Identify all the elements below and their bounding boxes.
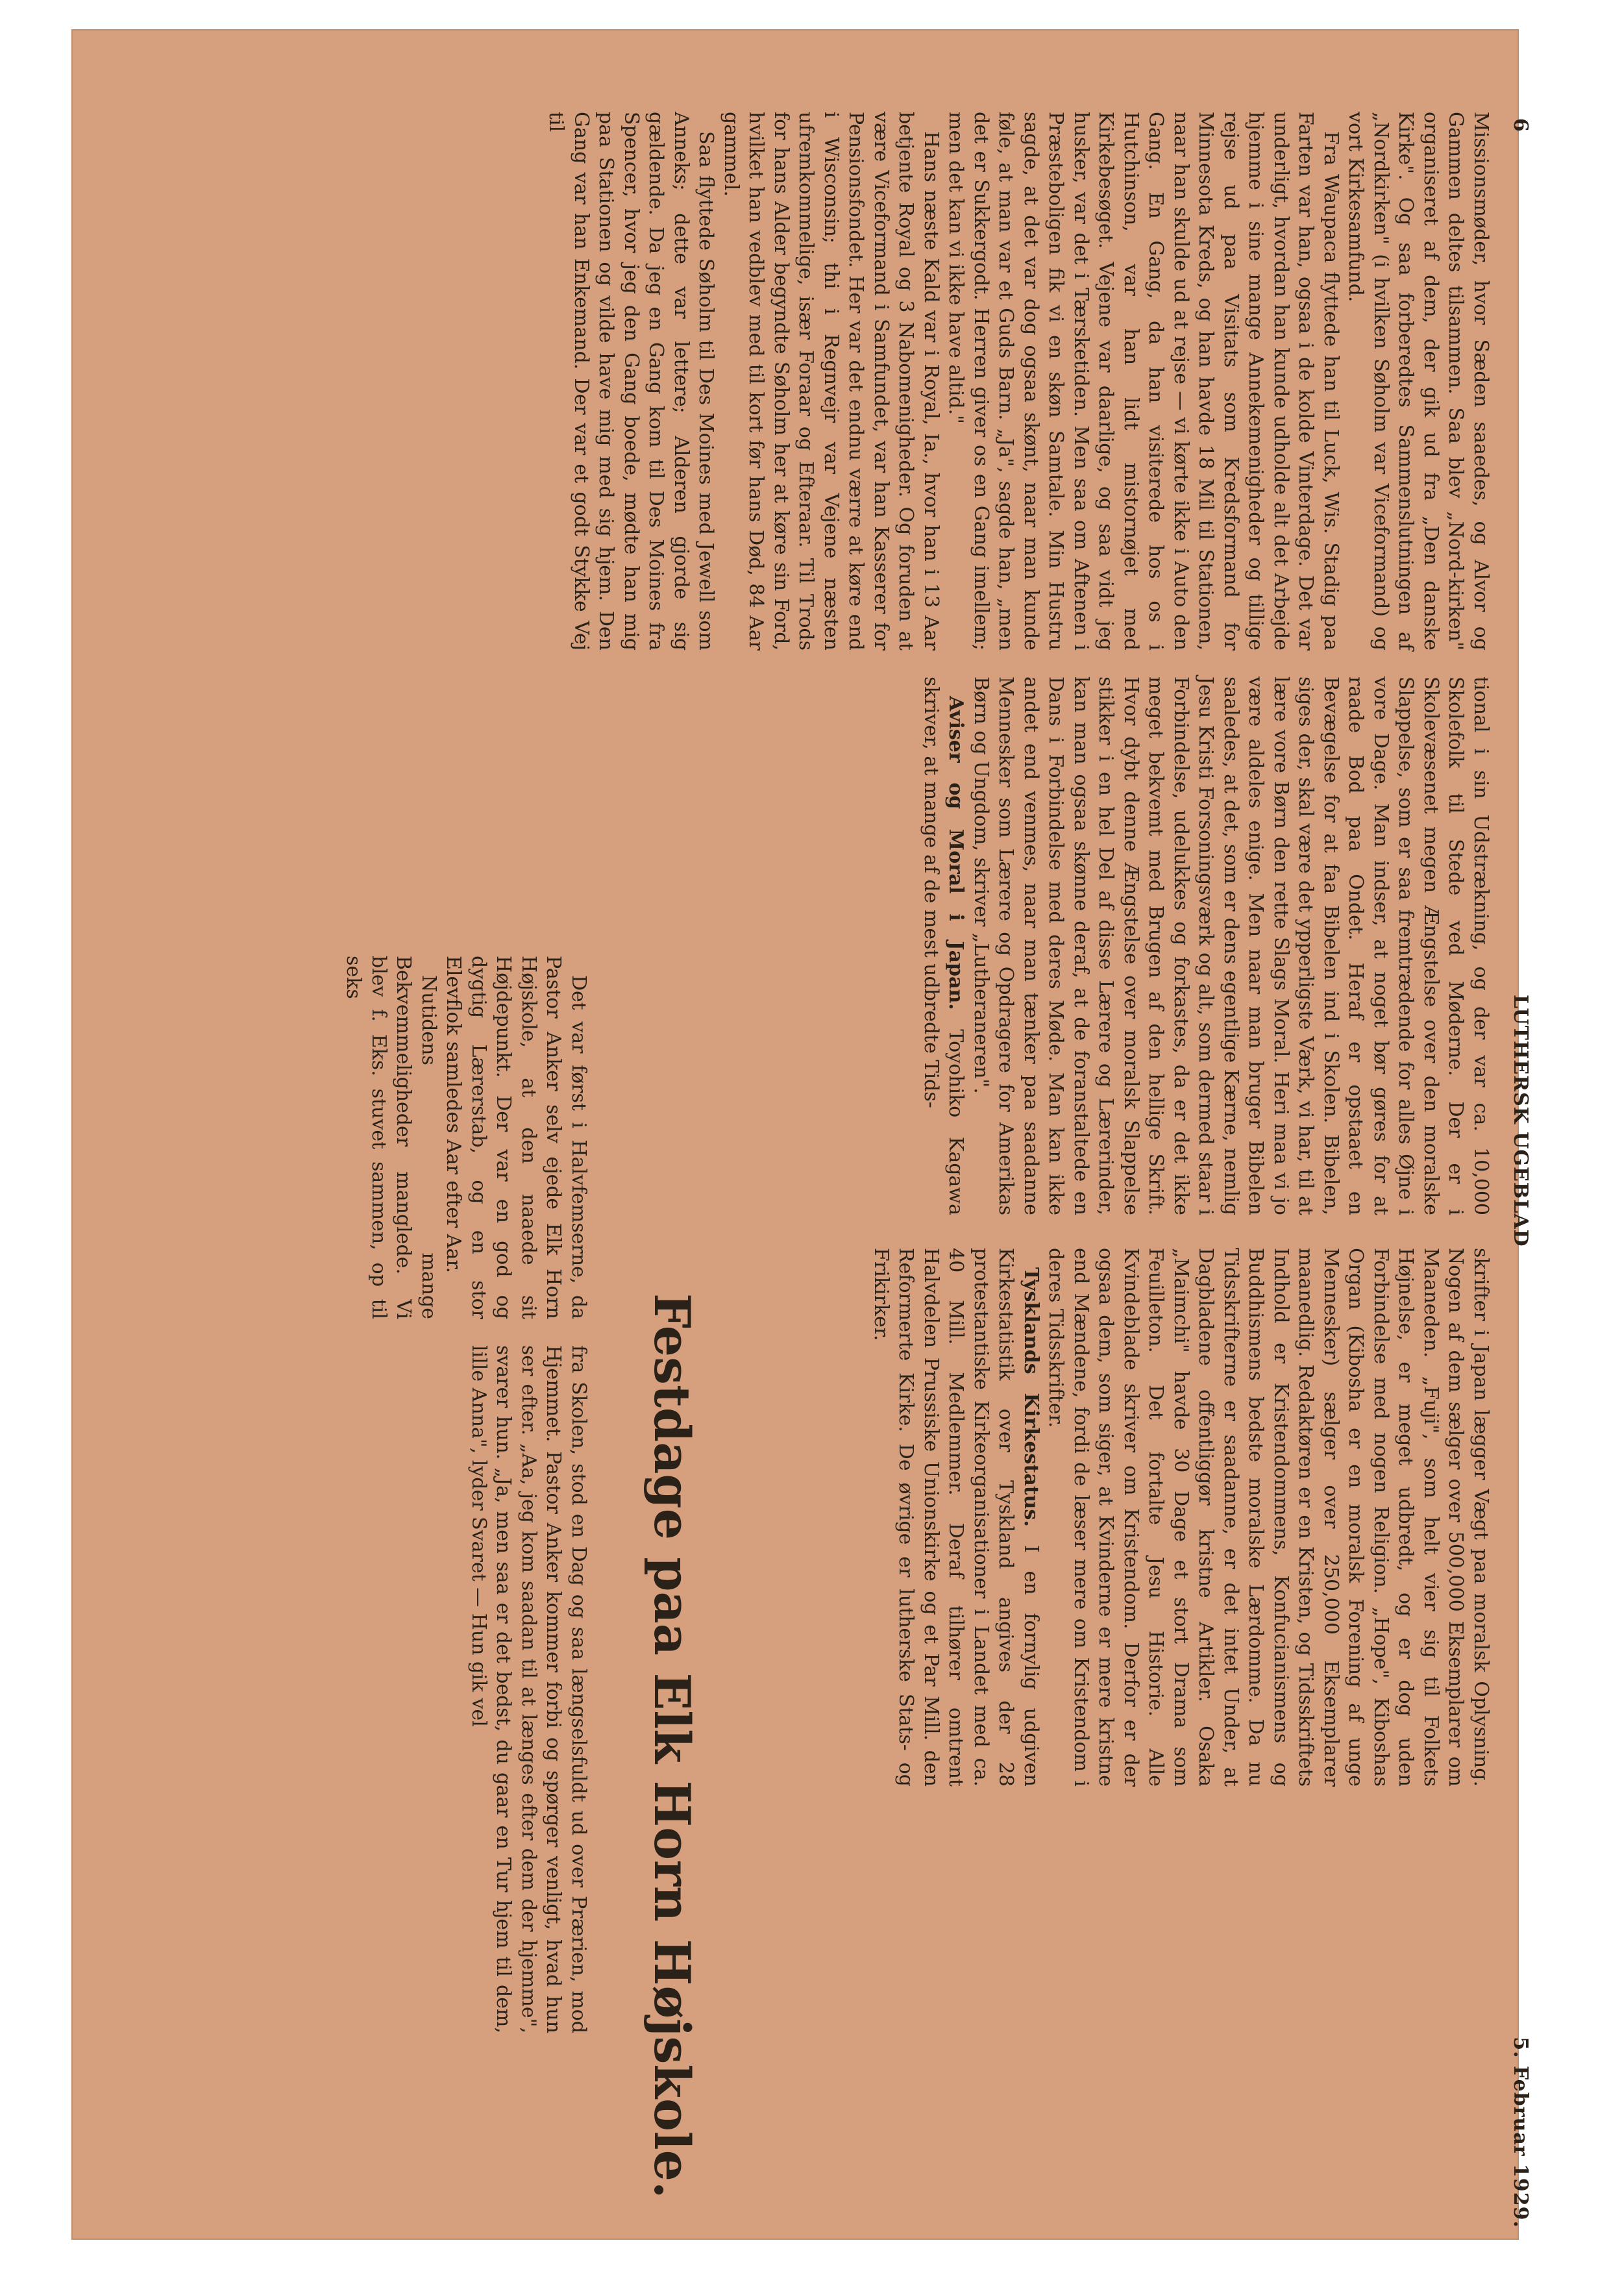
- paragraph: Missionsmøder, hvor Sæden saaedes, og Alvor og Gammen deltes tilsammen. Saa blev „Nord-kirken" organiseret af dem, der gik ud fra „Den danske Kirke". Og saa forberedtes Sammenslutningen af „Nordkirken" (i hvilken Søholm var Viceformand) og vort Kirkesamfund.: [1344, 112, 1492, 651]
- paragraph: Hans næste Kald var i Royal, Ia., hvor han i 13 Aar betjente Royal og 3 Nabomenigheder. Og foruden at være Viceformand i Samfundet, var han Kasserer for Pensionsfondet. Her var det endnu værre at køre end i Wisconsin; thi i Regnvejr var Vejene næsten ufremkommelige, især Foraar og Efteraar. Til Trods for hans Alder begyndte Søholm her at køre sin Ford, hvilket han vedblev med til kort før hans Død, 84 Aar gammel.: [720, 112, 942, 651]
- newspaper-sheet: [71, 29, 1532, 2240]
- article-column-1: [543, 112, 1493, 651]
- paragraph: Nutidens mange Bekvemmeligheder manglede. Vi blev f. Eks. stuvet sammen, op til seks: [342, 956, 440, 1319]
- article-column-2: [918, 676, 1494, 1215]
- article-column-3: [868, 1248, 1494, 1787]
- newspaper-page: [143, 112, 1532, 2241]
- paragraph: skrifter i Japan lægger Vægt paa moralsk Oplysning. Nogen af dem sælger over 500,000 Eksemplarer om Maaneden. „Fuji", som helt vier sig til Folkets Højnelse, er meget udbredt, og er dog uden Forbindelse med nogen Religion. „Hope", Kiboshas Organ (Kibosha er en moralsk Forening af unge Mennesker) sælger over 250,000 Eksemplarer maanedlig. Redaktøren er en Kristen, og Tidsskriftets Indhold er Kristendommens, Konfucianismens og Buddhismens bedste moralske Lærdomme. Da nu Tidsskrifterne er saadanne, er det intet Under, at Dagbladene offentliggør kristne Artikler. Osaka „Maimchi" havde 30 Dage et stort Drama som Feuilleton. Det fortalte Jesu Historie. Alle Kvindeblade skriver om Kristendom. Derfor er der ogsaa dem, som siger, at Kvinderne er mere kristne end Mændene, fordi de læser mere om Kristendom i deres Tidsskrifter.: [1044, 1248, 1492, 1787]
- section-heading: Aviser og Moral i Japan.: [944, 696, 968, 1010]
- paragraph: fra Skolen, stod en Dag og saa længselsfuldt ud over Prærien, mod Hjemmet. Pastor Anker kommer forbi og spørger venligt, hvad hun ser efter. „Aa, jeg kom saadan til at længes efter dem der hjemme", svarer hun. „Ja, men saa er det bedst, du gaar en Tur hjem til dem, lille Anna", lyder Svaret — Hun gik vel: [467, 1345, 590, 2033]
- paragraph: tional i sin Udstrækning, og der var ca. 10,000 Skolefolk til Stede ved Møderne. Der er i Skolevæsenet megen Ængstelse over den moralske Slappelse, som er saa fremtrædende for alles Øjne i vore Dage. Man indser, at noget bør gøres for at raade Bod paa Ondet. Heraf er opstaaet en Bevægelse for at faa Bibelen ind i Skolen. Bibelen, siges der, skal være det ypperligste Værk, vi har, til at lære vore Børn den rette Slags Moral. Heri maa vi jo være aldeles enige. Men naar man bruger Bibelen saaledes, at det, som er dens egentlige Kærne, nemlig Jesu Kristi Forsoningsværk og alt, som dermed staar i Forbindelse, udelukkes og forkastes, da er det ikke meget bekvemt med Brugen af den hellige Skrift. Hvor dybt denne Ængstelse over moralsk Slappelse stikker i en hel Del af disse Lærere og Lærerinder, kan man ogsaa skønne deraf, at de foranstaltede en Dans i Forbindelse med deres Møde. Man kan ikke andet end venmes, naar man tænker paa saadanne Mennesker som Lærere og Opdragere for Amerikas Børn og Ungdom, skriver „Lutheraneren".: [970, 676, 1492, 1215]
- section-aviser-og-moral: [918, 676, 968, 1215]
- article-headline: Festdage paa Elk Horn Højskole.: [643, 1293, 701, 2199]
- issue-date: 5. Februar 1929.: [1509, 2037, 1532, 2228]
- paragraph: Det var først i Halvfemserne, da Pastor Anker selv ejede Elk Horn Højskole, at den naaede sit Højdepunkt. Der var en god og dygtig Lærerstab, og en stor Elevflok samledes Aar efter Aar.: [442, 956, 590, 1319]
- page-number: 6: [1509, 118, 1532, 132]
- paragraph: Fra Waupaca flyttede han til Luck, Wis. Stadig paa Farten var han, ogsaa i de kolde Vinterdage. Det var underligt, hvordan han kunde udholde alt det Arbejde hjemme i sine mange Annekemenigheder og tillige rejse ud paa Visitats som Kredsformand for Minnesota Kreds, og han havde 18 Mil til Stationen, naar han skulde ud at rejse — vi kørte ikke i Auto den Gang. En Gang, da han visiterede hos os i Hutchinson, var han lidt mistornøjet med Kirkebesøget. Vejene var daarlige, og saa vidt jeg husker, var det i Tærsketiden. Men saa om Aftenen i Præsteboligen fik vi en skøn Samtale. Min Hustru sagde, at det var dog ogsaa skønt, naar man kunde føle, at man var et Guds Barn. „Ja", sagde han, „men det er Sukkergodt. Herren giver os en Gang imellem; men det kan vi ikke have altid.": [944, 112, 1342, 651]
- article-column-4: [341, 956, 591, 1319]
- section-tysklands-kirkestatus: [868, 1248, 1044, 1787]
- paragraph: Saa flyttede Søholm til Des Moines med Jewell som Anneks; dette var lettere; Alderen gjorde sig gældende. Da jeg en Gang kom til Des Moines fra Spencer, hvor jeg den Gang boede, mødte han mig paa Stationen og vilde have mig med sig hjem. Den Gang var han Enkemand. Der var et godt Stykke Vej til: [545, 112, 718, 651]
- article-column-5: [466, 1345, 591, 2033]
- section-text: I en fornylig udgiven Kirkestatistik over Tyskland angives der 28 protestantiske Kirkeorganisationer i Landet med ca. 40 Mill. Medlemmer. Deraf tilhører omtrent Halvdelen Prussiske Unionskirke og et Par Mill. den Reformerte Kirke. De øvrige er lutherske Stats- og Frikirker.: [870, 1248, 1042, 1787]
- publication-title: LUTHERSK UGEBLAD: [1509, 995, 1532, 1247]
- section-text: Toyohiko Kagawa skriver, at mange af de mest udbredte Tids-: [920, 676, 968, 1215]
- section-heading: Tysklands Kirkestatus.: [1020, 1267, 1042, 1527]
